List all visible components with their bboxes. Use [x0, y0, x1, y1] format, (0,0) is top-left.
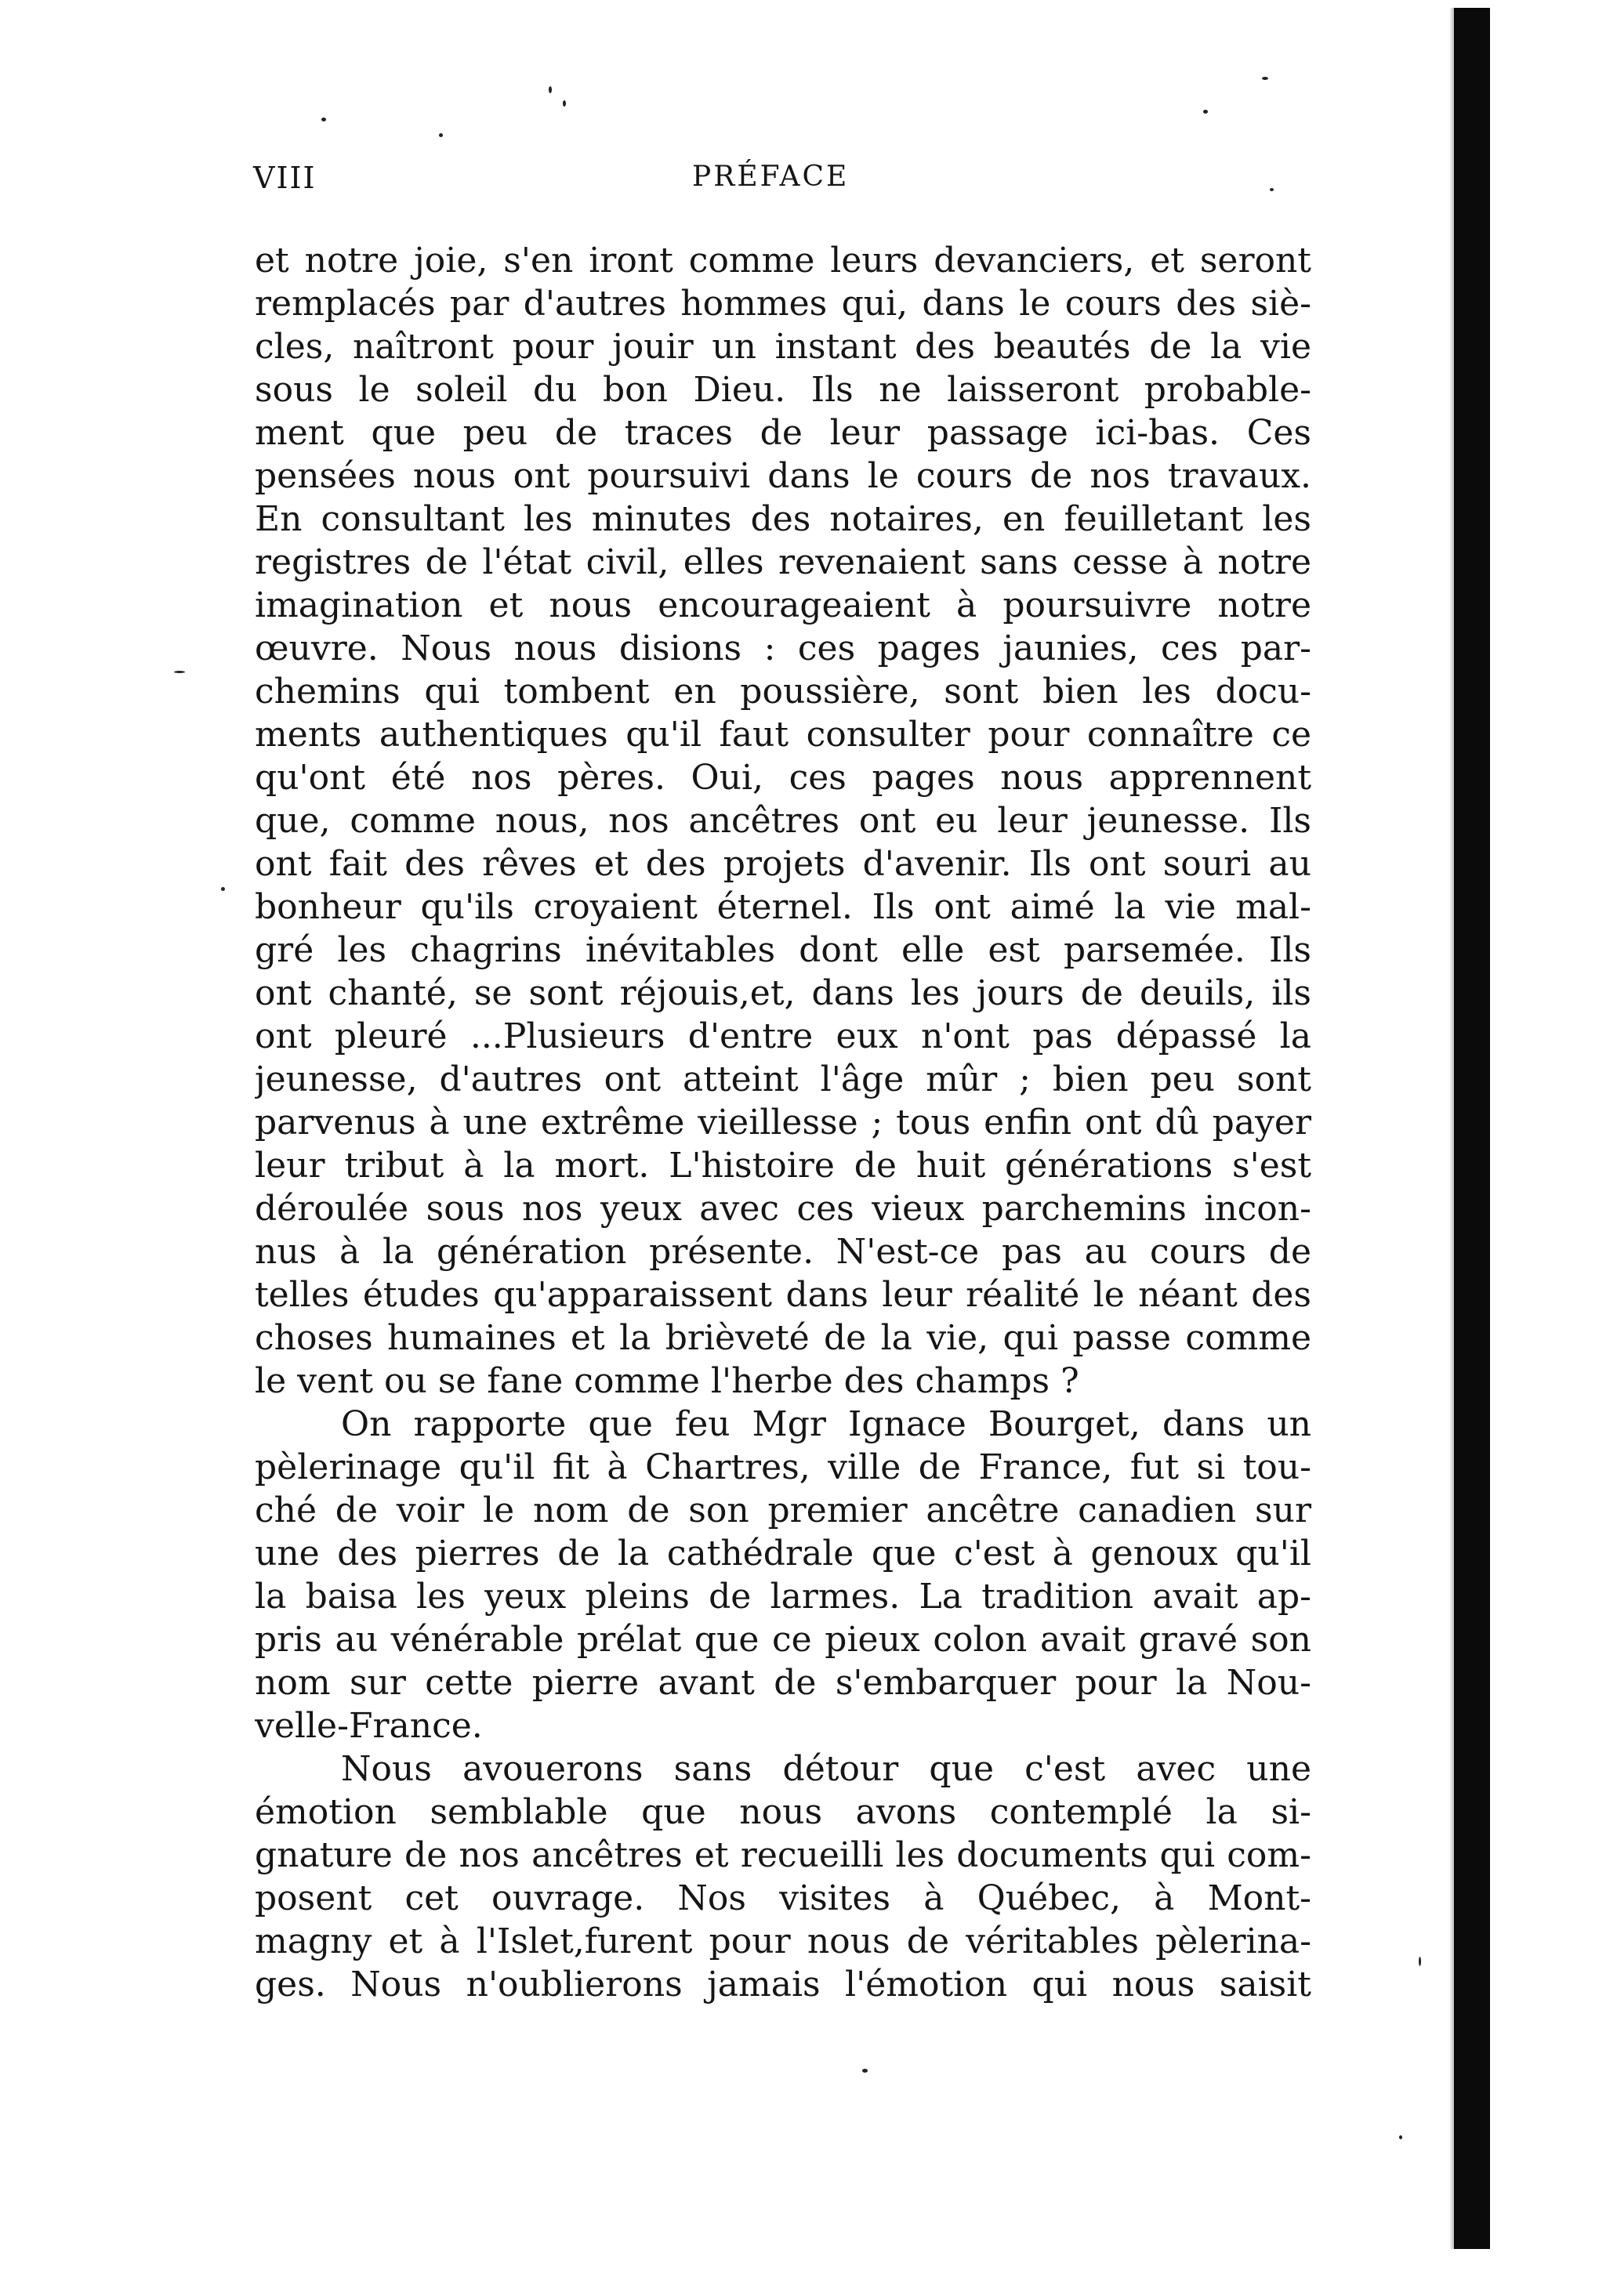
text-line: chemins qui tombent en poussière, sont bien les docu-: [255, 672, 1311, 712]
running-title: PRÉFACE: [692, 161, 850, 193]
text-line: ont chanté, se sont réjouis,et, dans les jours de deuils, ils: [255, 973, 1311, 1013]
text-line: et notre joie, s'en iront comme leurs devanciers, et seront: [255, 241, 1311, 281]
text-line: pris au vénérable prélat que ce pieux colon avait gravé son: [255, 1620, 1311, 1660]
text-line: imagination et nous encourageaient à poursuivre notre: [255, 585, 1311, 625]
text-line: parvenus à une extrême vieillesse ; tous enfin ont dû payer: [255, 1103, 1311, 1143]
text-line: bonheur qu'ils croyaient éternel. Ils ont aimé la vie mal-: [255, 887, 1311, 927]
scan-speck: [1419, 1957, 1421, 1966]
text-line: ont fait des rêves et des projets d'avenir. Ils ont souri au: [255, 844, 1311, 884]
text-line: leur tribut à la mort. L'histoire de huit générations s'est: [255, 1146, 1311, 1186]
text-line: posent cet ouvrage. Nos visites à Québec, à Mont-: [255, 1878, 1311, 1918]
body-text: [255, 239, 1311, 2006]
text-line: ments authentiques qu'il faut consulter pour connaître ce: [255, 715, 1311, 755]
scan-speck: [321, 118, 326, 121]
text-line: ché de voir le nom de son premier ancêtre canadien sur: [255, 1490, 1311, 1530]
text-line: sous le soleil du bon Dieu. Ils ne laisseront probable-: [255, 370, 1311, 410]
text-line: nus à la génération présente. N'est-ce pas au cours de: [255, 1232, 1311, 1272]
text-line: déroulée sous nos yeux avec ces vieux parchemins incon-: [255, 1189, 1311, 1229]
scan-speck: [1203, 110, 1208, 114]
text-line: pensées nous ont poursuivi dans le cours de nos travaux.: [255, 456, 1311, 496]
text-line: ment que peu de traces de leur passage ici-bas. Ces: [255, 413, 1311, 453]
page-number: VIII: [253, 161, 317, 195]
text-line: nom sur cette pierre avant de s'embarquer pour la Nou-: [255, 1663, 1311, 1703]
text-line: remplacés par d'autres hommes qui, dans le cours des siè-: [255, 284, 1311, 324]
text-line: œuvre. Nous nous disions : ces pages jaunies, ces par-: [255, 628, 1311, 668]
scan-speck: [221, 887, 225, 891]
scan-speck: [439, 133, 443, 137]
text-line: le vent ou se fane comme l'herbe des champs ?: [255, 1361, 1079, 1401]
scan-speck: [563, 100, 566, 107]
text-line: velle-France.: [255, 1706, 483, 1746]
page-header: [253, 161, 1311, 200]
scan-border: [1454, 8, 1490, 2249]
text-line: qu'ont été nos pères. Oui, ces pages nous apprennent: [255, 758, 1311, 798]
scan-speck: [1262, 77, 1268, 80]
text-line: gnature de nos ancêtres et recueilli les documents qui com-: [255, 1835, 1311, 1875]
text-line: On rapporte que feu Mgr Ignace Bourget, dans un: [341, 1404, 1311, 1444]
scan-speck: [549, 86, 552, 93]
scan-speck: [1399, 2135, 1402, 2139]
text-line: ges. Nous n'oublierons jamais l'émotion qui nous saisit: [255, 1965, 1311, 2004]
text-line: émotion semblable que nous avons contemplé la si-: [255, 1792, 1311, 1832]
text-line: magny et à l'Islet,furent pour nous de véritables pèlerina-: [255, 1921, 1311, 1961]
text-line: que, comme nous, nos ancêtres ont eu leur jeunesse. Ils: [255, 801, 1311, 841]
text-line: pèlerinage qu'il fit à Chartres, ville de France, fut si tou-: [255, 1447, 1311, 1487]
text-line: gré les chagrins inévitables dont elle est parsemée. Ils: [255, 930, 1311, 970]
text-line: ont pleuré ...Plusieurs d'entre eux n'ont pas dépassé la: [255, 1016, 1311, 1056]
text-line: choses humaines et la brièveté de la vie, qui passe comme: [255, 1318, 1311, 1358]
text-line: cles, naîtront pour jouir un instant des beautés de la vie: [255, 327, 1311, 367]
text-line: registres de l'état civil, elles revenaient sans cesse à notre: [255, 542, 1311, 582]
scan-speck: [862, 2069, 868, 2073]
scan-speck: [174, 671, 185, 673]
text-line: Nous avouerons sans détour que c'est avec une: [341, 1749, 1311, 1789]
text-line: En consultant les minutes des notaires, en feuilletant les: [255, 499, 1311, 539]
text-line: une des pierres de la cathédrale que c'est à genoux qu'il: [255, 1534, 1311, 1574]
text-line: la baisa les yeux pleins de larmes. La tradition avait ap-: [255, 1577, 1311, 1617]
text-line: telles études qu'apparaissent dans leur réalité le néant des: [255, 1275, 1311, 1315]
text-line: jeunesse, d'autres ont atteint l'âge mûr ; bien peu sont: [255, 1059, 1311, 1099]
